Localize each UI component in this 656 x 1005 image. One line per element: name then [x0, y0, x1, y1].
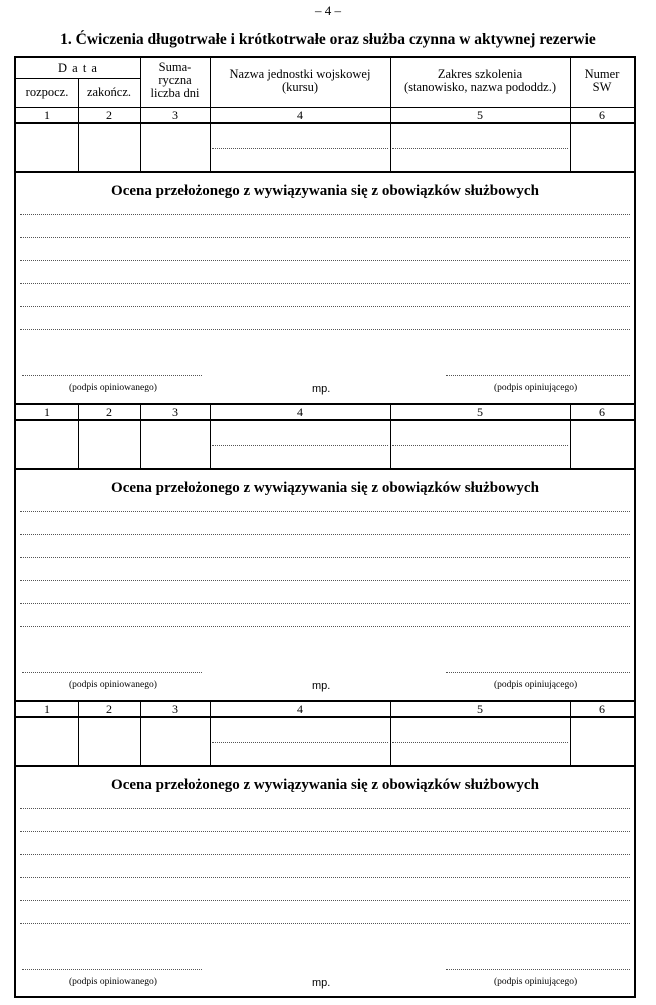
column-number: 1 — [44, 405, 50, 419]
signature-label-right: (podpis opiniującego) — [494, 680, 578, 690]
evaluation-line[interactable] — [20, 831, 630, 832]
header-col-scope-line2: (stanowisko, nazwa pododdz.) — [403, 80, 557, 94]
header-col-unit — [210, 68, 390, 94]
column-number: 3 — [172, 405, 178, 419]
evaluation-line[interactable] — [20, 260, 630, 261]
evaluation-line[interactable] — [20, 306, 630, 307]
column-number: 2 — [106, 405, 112, 419]
col-separator — [570, 405, 571, 468]
header-col-days-line3: liczba dni — [150, 86, 200, 100]
header-col-separator — [78, 78, 79, 107]
header-col-days — [140, 61, 210, 100]
header-col-sw-line1: Numer — [584, 67, 620, 81]
evaluation-line[interactable] — [20, 534, 630, 535]
col-separator — [390, 108, 391, 171]
header-col-separator — [570, 58, 571, 107]
evaluation-line[interactable] — [20, 808, 630, 809]
evaluation-line[interactable] — [20, 557, 630, 558]
header-data-group: D a t a — [58, 61, 98, 75]
header-col-days-line2: ryczna — [158, 73, 192, 87]
signature-label-right: (podpis opiniującego) — [494, 977, 578, 987]
signature-line-left[interactable] — [22, 969, 202, 970]
header-col-unit-line1: Nazwa jednostki wojskowej — [229, 67, 371, 81]
header-col-sw-line2: SW — [592, 80, 612, 94]
evaluation-line[interactable] — [20, 580, 630, 581]
column-number: 6 — [599, 108, 605, 122]
scope-entry-line[interactable] — [392, 148, 568, 149]
column-number: 6 — [599, 405, 605, 419]
unit-entry-line[interactable] — [212, 445, 388, 446]
unit-entry-line[interactable] — [212, 148, 388, 149]
col-separator — [140, 702, 141, 765]
col-separator — [78, 405, 79, 468]
evaluation-line[interactable] — [20, 214, 630, 215]
header-col-sw — [570, 68, 634, 94]
evaluation-line[interactable] — [20, 923, 630, 924]
col-separator — [210, 702, 211, 765]
evaluation-line[interactable] — [20, 329, 630, 330]
form-frame — [14, 56, 636, 998]
entry-block-3 — [16, 702, 634, 996]
signature-label-left: (podpis opiniowanego) — [69, 383, 157, 393]
col-separator — [210, 405, 211, 468]
evaluation-line[interactable] — [20, 900, 630, 901]
column-number: 4 — [297, 702, 303, 716]
header-col-separator — [390, 58, 391, 107]
column-number: 4 — [297, 108, 303, 122]
column-number: 5 — [477, 108, 483, 122]
header-col-unit-line2: (kursu) — [281, 80, 319, 94]
col-separator — [390, 405, 391, 468]
signature-line-right[interactable] — [446, 672, 630, 673]
column-number: 6 — [599, 702, 605, 716]
evaluation-line[interactable] — [20, 626, 630, 627]
col-separator — [78, 702, 79, 765]
page-number: – 4 – — [315, 3, 341, 18]
unit-entry-line[interactable] — [212, 742, 388, 743]
stamp-label: mp. — [312, 680, 331, 692]
evaluation-line[interactable] — [20, 283, 630, 284]
signature-line-right[interactable] — [446, 969, 630, 970]
header-col-separator — [140, 58, 141, 107]
col-separator — [140, 405, 141, 468]
header-col-end: zakończ. — [86, 85, 132, 99]
column-number: 3 — [172, 702, 178, 716]
column-number: 3 — [172, 108, 178, 122]
column-number: 4 — [297, 405, 303, 419]
evaluation-line[interactable] — [20, 603, 630, 604]
evaluation-line[interactable] — [20, 854, 630, 855]
column-number: 2 — [106, 108, 112, 122]
scope-entry-line[interactable] — [392, 742, 568, 743]
evaluation-line[interactable] — [20, 877, 630, 878]
stamp-label: mp. — [312, 977, 331, 989]
number-row-border — [16, 716, 634, 718]
signature-label-left: (podpis opiniowanego) — [69, 977, 157, 987]
data-row-border — [16, 765, 634, 767]
signature-line-left[interactable] — [22, 375, 202, 376]
signature-label-left: (podpis opiniowanego) — [69, 680, 157, 690]
entry-block-1 — [16, 108, 634, 405]
evaluation-heading: Ocena przełożonego z wywiązywania się z obowiązków służbowych — [111, 183, 539, 199]
data-row-border — [16, 171, 634, 173]
column-number: 5 — [477, 702, 483, 716]
col-separator — [570, 108, 571, 171]
column-number: 5 — [477, 405, 483, 419]
signature-line-left[interactable] — [22, 672, 202, 673]
header-col-days-line1: Suma- — [158, 60, 192, 74]
col-separator — [140, 108, 141, 171]
col-separator — [390, 702, 391, 765]
evaluation-heading: Ocena przełożonego z wywiązywania się z obowiązków służbowych — [111, 777, 539, 793]
scope-entry-line[interactable] — [392, 445, 568, 446]
column-number: 1 — [44, 108, 50, 122]
number-row-border — [16, 122, 634, 124]
number-row-border — [16, 419, 634, 421]
header-col-scope — [390, 68, 570, 94]
data-row-border — [16, 468, 634, 470]
signature-label-right: (podpis opiniującego) — [494, 383, 578, 393]
evaluation-line[interactable] — [20, 237, 630, 238]
evaluation-line[interactable] — [20, 511, 630, 512]
col-separator — [570, 702, 571, 765]
column-number: 2 — [106, 702, 112, 716]
header-col-start: rozpocz. — [25, 85, 69, 99]
header-col-separator — [210, 58, 211, 107]
evaluation-heading: Ocena przełożonego z wywiązywania się z obowiązków służbowych — [111, 480, 539, 496]
entry-block-2 — [16, 405, 634, 702]
section-title: 1. Ćwiczenia długotrwałe i krótkotrwałe oraz służba czynna w aktywnej rezerwie — [60, 31, 596, 48]
stamp-label: mp. — [312, 383, 331, 395]
signature-line-right[interactable] — [446, 375, 630, 376]
column-number: 1 — [44, 702, 50, 716]
header-col-scope-line1: Zakres szkolenia — [437, 67, 523, 81]
col-separator — [78, 108, 79, 171]
col-separator — [210, 108, 211, 171]
